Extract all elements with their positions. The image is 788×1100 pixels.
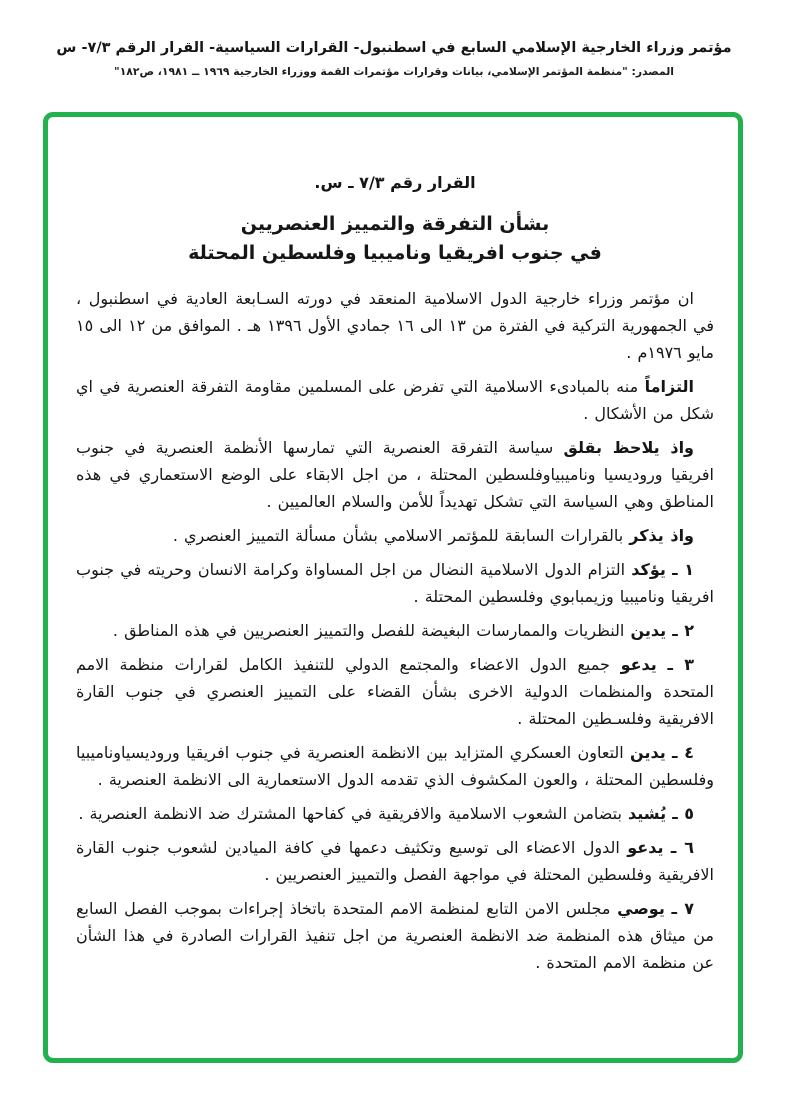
citation-title: مؤتمر وزراء الخارجية الإسلامي السابع في اسطنبول- القرارات السياسية- القرار الرقم ٧/٣- س	[56, 40, 732, 56]
preamble-paragraph-1	[76, 285, 714, 366]
paragraph-text: منه بالمبادىء الاسلامية التي تفرض على المسلمين مقاومة التفرقة العنصرية في اي شكل من الأشكال .	[76, 376, 714, 423]
resolution-subject-line2: في جنوب افريقيا وناميبيا وفلسطين المحتلة	[188, 242, 602, 265]
lead-verb: يدعو	[620, 654, 657, 674]
preamble-paragraph-4	[76, 522, 714, 549]
operative-item-1	[76, 556, 714, 610]
paragraph-text: سياسة التفرقة العنصرية التي تمارسها الأنظمة العنصرية في جنوب افريقيا وروديسيا وناميبياوفلسطين المحتلة ، من اجل الابقاء على الوضع الاستعماري في هذه المناطق وهي السياسة التي تشكل تهديداً للأمن والسلام العالميين .	[76, 437, 714, 511]
lead-phrase: واذ يذكر	[629, 525, 694, 545]
preamble-paragraph-2	[76, 373, 714, 427]
paragraph-text: بتضامن الشعوب الاسلامية والافريقية في كفاحها المشترك ضد الانظمة العنصرية .	[78, 803, 622, 823]
lead-verb: يدين	[630, 620, 667, 640]
lead-phrase: التزاماً	[644, 376, 694, 396]
paragraph-text: النظريات والممارسات البغيضة للفصل والتمييز العنصريين في هذه المناطق .	[112, 620, 625, 640]
paragraph-text: بالقرارات السابقة للمؤتمر الاسلامي بشأن مسألة التمييز العنصري .	[172, 525, 624, 545]
item-number: ٢ ـ	[672, 620, 694, 640]
item-number: ٥ ـ	[672, 803, 694, 823]
item-number: ٤ ـ	[672, 742, 695, 762]
item-number: ١ ـ	[672, 559, 694, 579]
item-number: ٣ ـ	[667, 654, 694, 674]
preamble-paragraph-3	[76, 434, 714, 515]
citation-source: المصدر: "منظمة المؤتمر الإسلامي، بيانات وقرارات مؤتمرات القمة ووزراء الخارجية ١٩٦٩ ــ ١٩٨١، ص١٨٢"	[114, 64, 674, 78]
resolution-number-title: القرار رقم ٧/٣ ـ س.	[314, 173, 476, 192]
paragraph-text: مجلس الامن التابع لمنظمة الامم المتحدة باتخاذ إجراءات بموجب الفصل السابع من ميثاق هذه المنظمة ضد الانظمة العنصرية من اجل تنفيذ القرارات الصادرة في هذا الشأن عن منظمة الامم المتحدة .	[76, 898, 714, 972]
operative-item-7	[76, 895, 714, 976]
lead-verb: يوصي	[617, 898, 665, 918]
operative-item-6	[76, 834, 714, 888]
paragraph-text: الدول الاعضاء الى توسيع وتكثيف دعمها في كافة الميادين لشعوب جنوب القارة الافريقية وفلسطين المحتلة في مواجهة الفصل والتمييز العنصريين .	[76, 837, 714, 884]
operative-item-4	[76, 739, 714, 793]
operative-item-5	[76, 800, 714, 827]
lead-verb: يؤكد	[631, 559, 666, 579]
lead-phrase: واذ يلاحظ بقلق	[563, 437, 695, 457]
citation-header	[0, 38, 788, 78]
item-number: ٧ ـ	[671, 898, 694, 918]
paragraph-text: ان مؤتمر وزراء خارجية الدول الاسلامية المنعقد في دورته السـابعة العادية في اسطنبول ، في الجمهورية التركية في الفترة من ١٣ الى ١٦ جمادي الأول ١٣٩٦ هـ . الموافق من ١٢ الى ١٥ مايو ١٩٧٦م .	[76, 288, 715, 362]
item-number: ٦ ـ	[670, 837, 694, 857]
operative-item-3	[76, 651, 714, 732]
lead-verb: يُشيد	[628, 803, 667, 823]
paragraph-text: التزام الدول الاسلامية النضال من اجل المساواة وكرامة الانسان وحريته في جنوب افريقيا وناميبيا وزيمبابوي وفلسطين المحتلة .	[76, 559, 714, 606]
paragraph-text: جميع الدول الاعضاء والمجتمع الدولي للتنفيذ الكامل لقرارات منظمة الامم المتحدة والمنظمات الدولية الاخرى بشأن القضاء على التمييز العنصري في جنوب القارة الافريقية وفلسـطين المحتلة .	[76, 654, 714, 728]
lead-verb: يدعو	[627, 837, 664, 857]
green-document-frame	[43, 112, 743, 1063]
lead-verb: يدين	[630, 742, 666, 762]
operative-item-2	[76, 617, 714, 644]
paragraph-text: التعاون العسكري المتزايد بين الانظمة العنصرية في جنوب افريقيا وروديسياوناميبيا وفلسطين المحتلة ، والعون المكشوف الذي تقدمه الدول الاستعمارية الى الانظمة العنصرية .	[76, 742, 714, 789]
resolution-subject-line1: بشأن التفرقة والتمييز العنصريين	[240, 213, 550, 235]
